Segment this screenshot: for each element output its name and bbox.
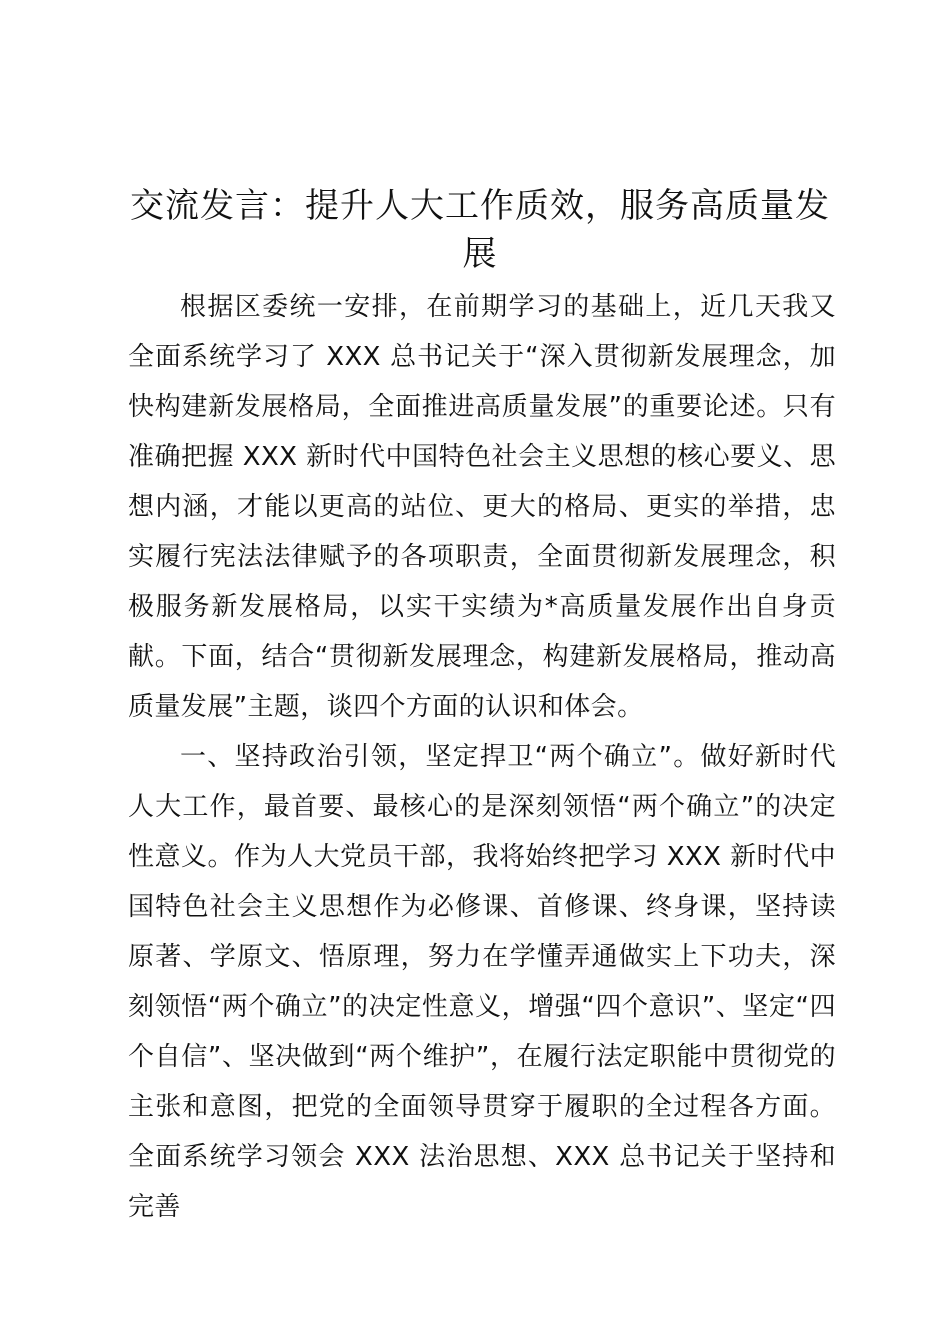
document-body (128, 282, 836, 1232)
paragraph-section-one: 一、坚持政治引领，坚定捍卫“两个确立”。做好新时代人大工作，最首要、最核心的是深刻领悟“两个确立”的决定性意义。作为人大党员干部，我将始终把学习 XXX 新时代中国特色社会主义思想作为必修课、首修课、终身课，坚持读原著、学原文、悟原理，努力在学懂弄通做实上下功夫，深刻领悟“两个确立”的决定性意义，增强“四个意识”、坚定“四个自信”、坚决做到“两个维护”，在履行法定职能中贯彻党的主张和意图，把党的全面领导贯穿于履职的全过程各方面。全面系统学习领会 XXX 法治思想、XXX 总书记关于坚持和完善 (128, 742, 836, 1222)
paragraph-intro: 根据区委统一安排，在前期学习的基础上，近几天我又全面系统学习了 XXX 总书记关于“深入贯彻新发展理念，加快构建新发展格局，全面推进高质量发展”的重要论述。只有准确把握 XXX 新时代中国特色社会主义思想的核心要义、思想内涵，才能以更高的站位、更大的格局、更实的举措，忠实履行宪法法律赋予的各项职责，全面贯彻新发展理念，积极服务新发展格局，以实干实绩为*高质量发展作出自身贡献。下面，结合“贯彻新发展理念，构建新发展格局，推动高质量发展”主题，谈四个方面的认识和体会。 (128, 292, 836, 722)
document-title: 交流发言：提升人大工作质效，服务高质量发展 (130, 186, 830, 274)
